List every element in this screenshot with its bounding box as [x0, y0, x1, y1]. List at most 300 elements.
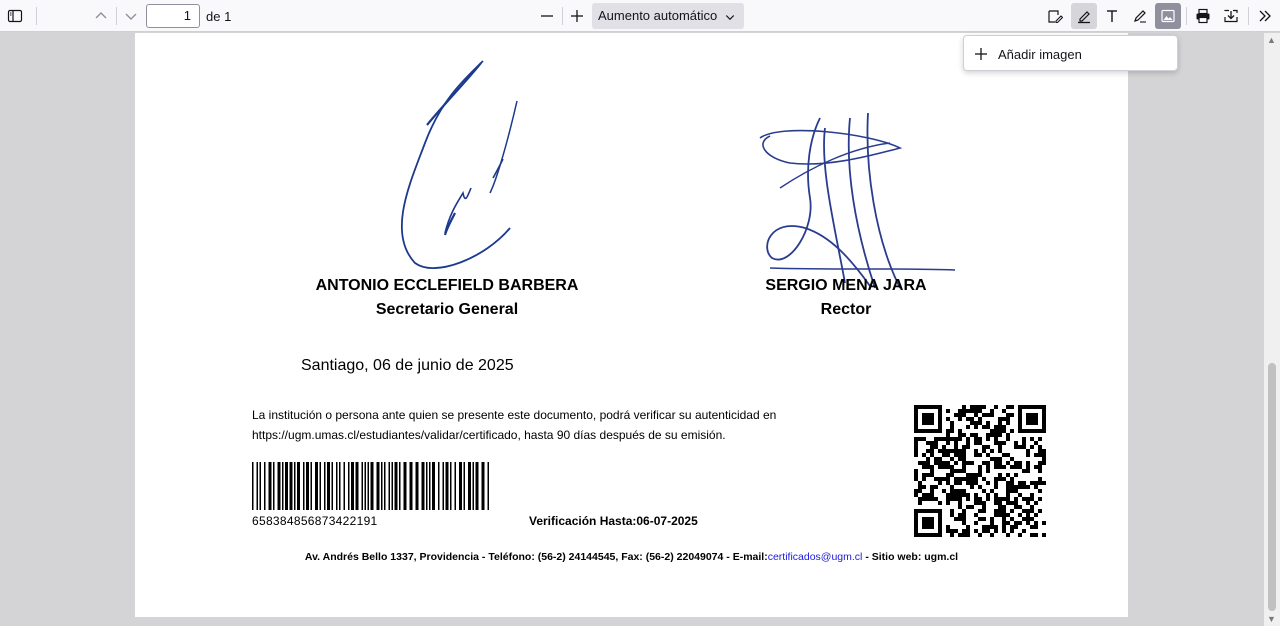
qr-module: [970, 405, 974, 409]
qr-module: [926, 417, 930, 421]
barcode-bar: [365, 462, 367, 510]
qr-module: [994, 513, 998, 517]
qr-module: [994, 477, 998, 481]
qr-module: [966, 437, 970, 441]
qr-module: [958, 457, 962, 461]
qr-module: [1002, 505, 1006, 509]
qr-module: [1002, 425, 1006, 429]
qr-module: [982, 413, 986, 417]
qr-module: [994, 405, 998, 409]
qr-module: [1002, 477, 1006, 481]
qr-module: [990, 489, 994, 493]
sidebar-toggle-button[interactable]: [2, 3, 28, 29]
qr-module: [914, 493, 918, 497]
qr-module: [978, 409, 982, 413]
qr-module: [962, 413, 966, 417]
qr-module: [978, 533, 982, 537]
qr-module: [966, 505, 970, 509]
qr-module: [946, 481, 950, 485]
qr-module: [982, 445, 986, 449]
qr-module: [914, 449, 918, 453]
qr-module: [914, 421, 918, 425]
signatory-right-role: Rector: [820, 301, 872, 318]
qr-module: [990, 409, 994, 413]
qr-module: [982, 525, 986, 529]
qr-module: [966, 441, 970, 445]
qr-module: [922, 493, 926, 497]
qr-module: [962, 461, 966, 465]
qr-module: [978, 501, 982, 505]
qr-module: [958, 497, 962, 501]
qr-module: [1018, 417, 1022, 421]
barcode-bar: [273, 462, 275, 510]
qr-module: [966, 417, 970, 421]
print-icon: [1195, 8, 1211, 24]
qr-module: [970, 477, 974, 481]
qr-module: [1042, 425, 1046, 429]
qr-module: [1010, 485, 1014, 489]
next-page-button[interactable]: [118, 3, 144, 29]
qr-module: [974, 493, 978, 497]
add-text-button[interactable]: [1099, 3, 1125, 29]
qr-module: [1002, 513, 1006, 517]
qr-module: [994, 465, 998, 469]
draw-button[interactable]: [1127, 3, 1153, 29]
qr-module: [930, 525, 934, 529]
qr-module: [918, 497, 922, 501]
qr-module: [990, 533, 994, 537]
qr-module: [1014, 445, 1018, 449]
qr-module: [1006, 501, 1010, 505]
qr-module: [934, 497, 938, 501]
qr-module: [938, 533, 942, 537]
qr-module: [914, 521, 918, 525]
zoom-in-button[interactable]: [564, 3, 590, 29]
qr-module: [934, 533, 938, 537]
qr-module: [1014, 525, 1018, 529]
qr-module: [922, 417, 926, 421]
barcode-bar: [371, 462, 374, 510]
qr-module: [926, 517, 930, 521]
qr-module: [1010, 509, 1014, 513]
highlight-button[interactable]: [1071, 3, 1097, 29]
sidebar-toggle-icon: [7, 8, 23, 24]
qr-module: [958, 501, 962, 505]
qr-module: [1034, 413, 1038, 417]
barcode-bar: [416, 462, 419, 510]
qr-module: [930, 533, 934, 537]
qr-module: [978, 469, 982, 473]
qr-module: [962, 477, 966, 481]
qr-module: [946, 437, 950, 441]
barcode-bar: [429, 462, 431, 510]
qr-module: [1018, 425, 1022, 429]
qr-module: [938, 525, 942, 529]
qr-module: [962, 493, 966, 497]
qr-module: [950, 473, 954, 477]
qr-module: [970, 473, 974, 477]
add-image-button[interactable]: [1155, 3, 1181, 29]
qr-module: [986, 497, 990, 501]
footer-email-link[interactable]: certificados@ugm.cl: [767, 551, 863, 563]
qr-module: [954, 477, 958, 481]
qr-module: [1002, 497, 1006, 501]
qr-module: [1014, 501, 1018, 505]
qr-module: [938, 509, 942, 513]
qr-module: [1042, 413, 1046, 417]
qr-module: [1010, 501, 1014, 505]
qr-module: [958, 413, 962, 417]
qr-module: [1010, 429, 1014, 433]
qr-module: [986, 481, 990, 485]
qr-module: [934, 477, 938, 481]
qr-module: [930, 465, 934, 469]
qr-module: [926, 497, 930, 501]
vertical-scrollbar[interactable]: [1264, 33, 1280, 626]
qr-module: [1030, 533, 1034, 537]
qr-module: [1026, 461, 1030, 465]
qr-module: [982, 489, 986, 493]
previous-page-button[interactable]: [88, 3, 114, 29]
barcode-bar: [327, 462, 330, 510]
add-image-menu-item[interactable]: [974, 42, 1082, 66]
qr-module: [978, 417, 982, 421]
signature-right: [750, 108, 960, 293]
qr-module: [1026, 509, 1030, 513]
qr-module: [1010, 465, 1014, 469]
qr-module: [986, 445, 990, 449]
scrollbar-thumb[interactable]: [1268, 363, 1276, 611]
zoom-out-button[interactable]: [534, 3, 560, 29]
qr-module: [1014, 465, 1018, 469]
qr-module: [930, 417, 934, 421]
barcode-bar: [384, 462, 386, 510]
qr-module: [962, 533, 966, 537]
qr-module: [966, 493, 970, 497]
qr-module: [1030, 405, 1034, 409]
qr-module: [974, 437, 978, 441]
qr-module: [1026, 485, 1030, 489]
qr-module: [1026, 501, 1030, 505]
qr-module: [930, 521, 934, 525]
qr-module: [914, 441, 918, 445]
qr-module: [1018, 533, 1022, 537]
verification-until: Verificación Hasta:06-07-2025: [529, 514, 698, 528]
qr-module: [946, 429, 950, 433]
qr-module: [926, 461, 930, 465]
qr-module: [994, 529, 998, 533]
qr-module: [970, 485, 974, 489]
qr-module: [922, 533, 926, 537]
barcode-bar: [320, 462, 322, 510]
signature-left: [385, 53, 535, 278]
qr-module: [946, 525, 950, 529]
qr-module: [970, 417, 974, 421]
qr-module: [1022, 517, 1026, 521]
qr-module: [926, 473, 930, 477]
qr-module: [1026, 497, 1030, 501]
page-number-input[interactable]: 1: [146, 4, 200, 28]
qr-module: [934, 437, 938, 441]
qr-module: [982, 501, 986, 505]
toolbar-separator: [562, 7, 563, 25]
qr-module: [914, 429, 918, 433]
page-count-label: de 1: [206, 9, 232, 24]
barcode-bar: [351, 462, 354, 510]
barcode-bar: [278, 462, 281, 510]
scroll-down-arrow-icon[interactable]: ▼: [1267, 614, 1276, 624]
qr-module: [962, 409, 966, 413]
qr-module: [926, 421, 930, 425]
qr-module: [974, 477, 978, 481]
qr-module: [950, 533, 954, 537]
barcode-bar: [344, 462, 346, 510]
qr-module: [1042, 457, 1046, 461]
qr-module: [946, 449, 950, 453]
qr-module: [954, 413, 958, 417]
qr-module: [958, 437, 962, 441]
qr-module: [1022, 485, 1026, 489]
qr-module: [918, 509, 922, 513]
qr-module: [926, 457, 930, 461]
barcode-bar: [362, 462, 364, 510]
qr-module: [1042, 481, 1046, 485]
qr-module: [970, 461, 974, 465]
qr-module: [938, 409, 942, 413]
qr-module: [1034, 501, 1038, 505]
pdf-toolbar: [0, 0, 1280, 32]
verification-text-line: https://ugm.umas.cl/estudiantes/validar/certificado, hasta 90 días después de su emisión.: [252, 428, 726, 442]
qr-module: [1010, 413, 1014, 417]
qr-module: [934, 405, 938, 409]
toolbar-separator: [1186, 7, 1187, 25]
qr-module: [942, 453, 946, 457]
qr-module: [1006, 473, 1010, 477]
qr-module: [946, 493, 950, 497]
qr-module: [1018, 465, 1022, 469]
qr-module: [1030, 493, 1034, 497]
qr-module: [1042, 521, 1046, 525]
chevron-down-icon: [123, 8, 139, 24]
qr-module: [994, 481, 998, 485]
qr-module: [994, 525, 998, 529]
qr-module: [1042, 405, 1046, 409]
barcode-bar: [395, 462, 398, 510]
qr-module: [938, 421, 942, 425]
barcode-bar: [252, 462, 254, 510]
qr-module: [914, 437, 918, 441]
qr-module: [914, 509, 918, 513]
qr-module: [914, 473, 918, 477]
qr-module: [1038, 449, 1042, 453]
print-button[interactable]: [1190, 3, 1216, 29]
signatory-left-name: ANTONIO ECCLEFIELD BARBERA: [315, 277, 579, 294]
qr-module: [1030, 525, 1034, 529]
qr-module: [986, 529, 990, 533]
qr-module: [1042, 409, 1046, 413]
qr-module: [1010, 405, 1014, 409]
zoom-select[interactable]: [592, 3, 744, 29]
qr-module: [1026, 405, 1030, 409]
scroll-up-arrow-icon[interactable]: ▲: [1267, 35, 1276, 45]
qr-module: [998, 449, 1002, 453]
qr-module: [930, 473, 934, 477]
qr-module: [938, 501, 942, 505]
qr-module: [970, 433, 974, 437]
zoom-out-icon: [539, 8, 555, 24]
qr-module: [958, 489, 962, 493]
qr-module: [934, 445, 938, 449]
qr-module: [1006, 437, 1010, 441]
qr-module: [1010, 477, 1014, 481]
qr-module: [1002, 521, 1006, 525]
issue-date: Santiago, 06 de junio de 2025: [301, 357, 514, 374]
qr-module: [1034, 465, 1038, 469]
qr-module: [998, 497, 1002, 501]
qr-module: [986, 425, 990, 429]
qr-module: [970, 481, 974, 485]
qr-module: [958, 453, 962, 457]
barcode-bar: [446, 462, 449, 510]
qr-module: [914, 409, 918, 413]
add-image-label: Añadir imagen: [998, 46, 1082, 62]
qr-module: [998, 509, 1002, 513]
qr-module: [958, 505, 962, 509]
qr-module: [962, 453, 966, 457]
qr-module: [994, 425, 998, 429]
qr-module: [934, 509, 938, 513]
qr-module: [930, 485, 934, 489]
qr-module: [1022, 441, 1026, 445]
barcode-bar: [264, 462, 266, 510]
qr-module: [1002, 525, 1006, 529]
qr-module: [918, 429, 922, 433]
qr-module: [1034, 429, 1038, 433]
qr-module: [1038, 465, 1042, 469]
qr-module: [914, 445, 918, 449]
qr-module: [974, 529, 978, 533]
qr-module: [914, 477, 918, 481]
qr-module: [978, 517, 982, 521]
qr-module: [942, 477, 946, 481]
zoom-in-icon: [569, 8, 585, 24]
qr-module: [958, 449, 962, 453]
qr-module: [1030, 497, 1034, 501]
qr-module: [990, 457, 994, 461]
qr-module: [954, 497, 958, 501]
qr-module: [978, 453, 982, 457]
more-tools-button[interactable]: [1252, 3, 1278, 29]
qr-module: [974, 413, 978, 417]
qr-module: [934, 461, 938, 465]
qr-module: [938, 517, 942, 521]
qr-module: [950, 489, 954, 493]
qr-module: [926, 521, 930, 525]
qr-module: [982, 509, 986, 513]
barcode-bar: [285, 462, 288, 510]
qr-module: [946, 417, 950, 421]
barcode-bar: [348, 462, 350, 510]
save-icon: [1223, 8, 1239, 24]
save-button[interactable]: [1218, 3, 1244, 29]
draw-icon: [1132, 8, 1148, 24]
qr-module: [1042, 417, 1046, 421]
chevron-up-icon: [93, 8, 109, 24]
qr-module: [950, 449, 954, 453]
qr-module: [1014, 489, 1018, 493]
barcode-bar: [269, 462, 272, 510]
qr-module: [1042, 421, 1046, 425]
barcode-bar: [459, 462, 462, 510]
qr-module: [974, 501, 978, 505]
qr-module: [1030, 517, 1034, 521]
barcode-bar: [260, 462, 262, 510]
qr-module: [930, 413, 934, 417]
qr-module: [922, 421, 926, 425]
qr-module: [1038, 461, 1042, 465]
qr-module: [1002, 441, 1006, 445]
barcode-bar: [297, 462, 300, 510]
qr-module: [1022, 437, 1026, 441]
qr-module: [986, 433, 990, 437]
qr-module: [934, 485, 938, 489]
qr-module: [954, 469, 958, 473]
qr-module: [1034, 533, 1038, 537]
qr-module: [930, 509, 934, 513]
qr-module: [1038, 489, 1042, 493]
qr-module: [1038, 437, 1042, 441]
qr-module: [954, 489, 958, 493]
qr-module: [938, 461, 942, 465]
qr-module: [974, 421, 978, 425]
qr-module: [950, 469, 954, 473]
qr-module: [1010, 525, 1014, 529]
qr-module: [922, 437, 926, 441]
qr-module: [1006, 461, 1010, 465]
qr-module: [1026, 429, 1030, 433]
pdf-page: [135, 33, 1128, 617]
qr-module: [1030, 417, 1034, 421]
qr-module: [982, 425, 986, 429]
qr-module: [914, 417, 918, 421]
qr-module: [922, 461, 926, 465]
qr-module: [922, 465, 926, 469]
qr-module: [946, 477, 950, 481]
qr-module: [986, 453, 990, 457]
qr-module: [914, 469, 918, 473]
qr-module: [922, 517, 926, 521]
qr-module: [946, 409, 950, 413]
qr-module: [970, 505, 974, 509]
qr-module: [954, 453, 958, 457]
qr-module: [938, 457, 942, 461]
qr-module: [922, 405, 926, 409]
footer-website: - Sitio web: ugm.cl: [862, 551, 959, 563]
text-icon: [1104, 8, 1120, 24]
qr-module: [1014, 473, 1018, 477]
add-signature-button[interactable]: [1042, 3, 1068, 29]
qr-module: [1006, 489, 1010, 493]
barcode-bar: [450, 462, 452, 510]
qr-module: [950, 497, 954, 501]
qr-module: [1010, 517, 1014, 521]
qr-module: [1014, 441, 1018, 445]
qr-module: [958, 533, 962, 537]
qr-module: [938, 449, 942, 453]
qr-module: [958, 481, 962, 485]
qr-module: [938, 481, 942, 485]
document-viewer[interactable]: [0, 33, 1280, 626]
